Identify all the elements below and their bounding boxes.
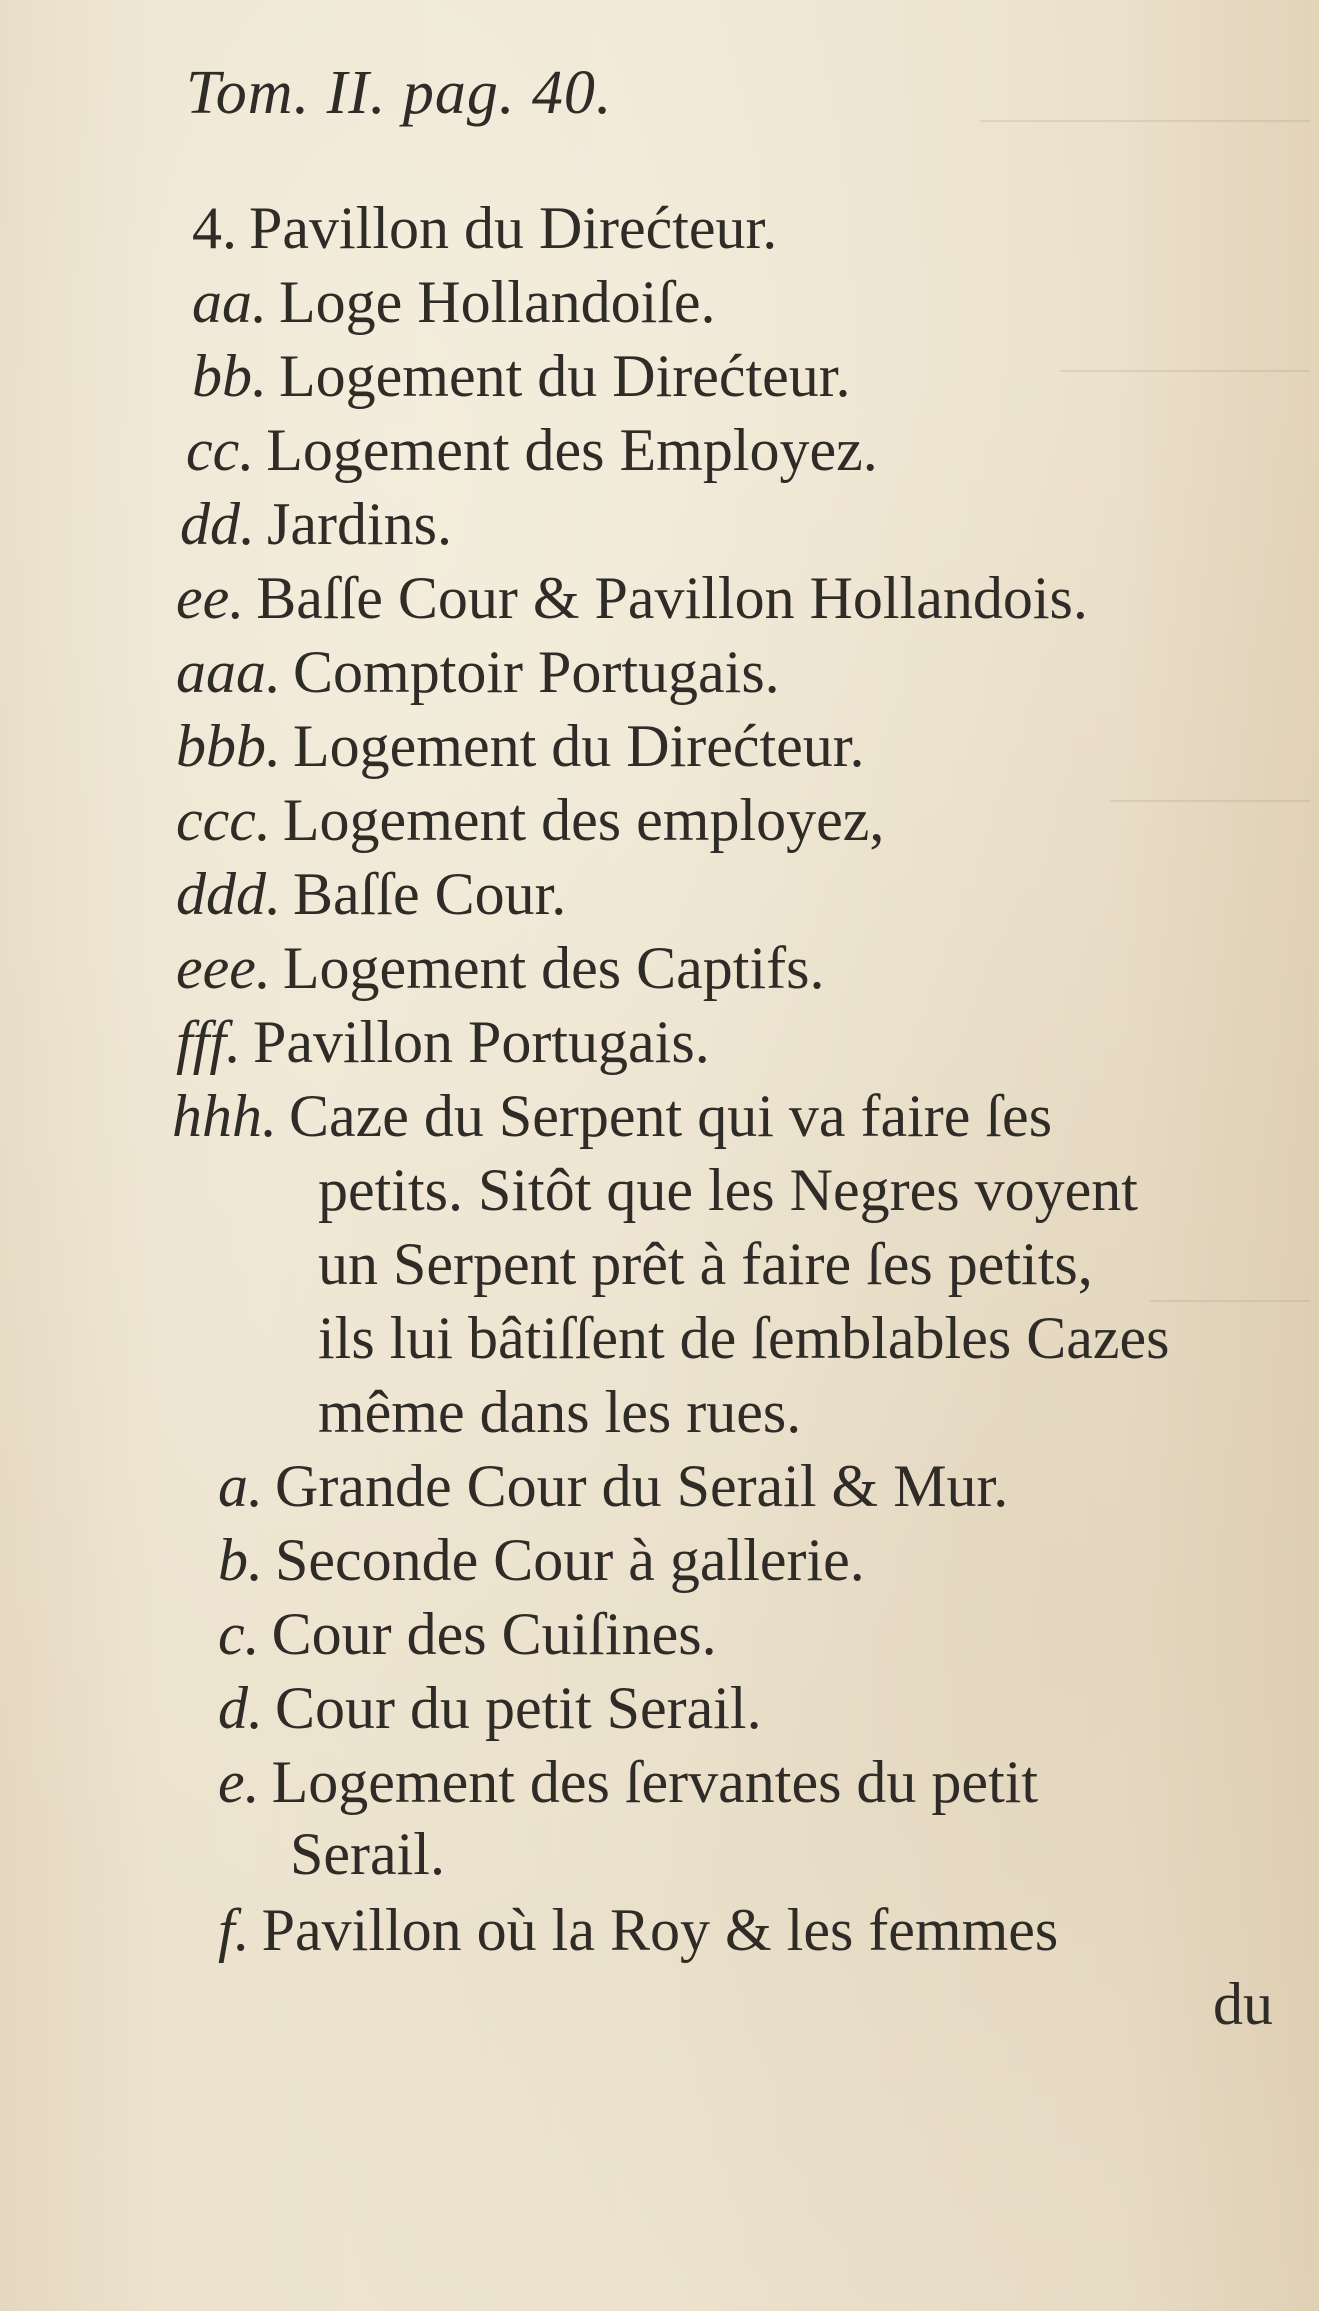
legend-entry (172, 1080, 1052, 1152)
legend-entry (218, 1450, 1008, 1522)
legend-key: fff. (176, 1009, 242, 1075)
legend-text: Grande Cour du Serail & Mur. (275, 1453, 1009, 1519)
legend-key: dd. (180, 491, 255, 557)
legend-entry (176, 1006, 710, 1078)
legend-text: Pavillon du Direćteur. (249, 195, 778, 261)
legend-continuation: petits. Sitôt que les Negres voyent (318, 1157, 1138, 1223)
legend-text: Pavillon où la Roy & les femmes (261, 1897, 1059, 1963)
legend-key: 4. (192, 195, 237, 261)
legend-key: eee. (176, 935, 271, 1001)
legend-entry (176, 858, 566, 930)
legend-text: Logement du Direćteur. (279, 343, 851, 409)
legend-text: Cour des Cuiſines. (271, 1601, 717, 1667)
legend-key: cc. (186, 417, 255, 483)
legend-continuation: ils lui bâtiſſent de ſemblables Cazes (318, 1305, 1170, 1371)
legend-text: Jardins. (267, 491, 452, 557)
legend-continuation: un Serpent prêt à faire ſes petits, (318, 1231, 1093, 1297)
legend-entry (218, 1672, 762, 1744)
legend-continuation: Serail. (290, 1821, 445, 1887)
legend-text: Comptoir Portugais. (293, 639, 780, 705)
legend-text: Logement des employez, (282, 787, 885, 853)
catchword: du (1213, 1971, 1273, 2037)
legend-key: f. (218, 1897, 250, 1963)
legend-key: bb. (192, 343, 267, 409)
legend-key: aaa. (176, 639, 281, 705)
legend-text: Logement du Direćteur. (293, 713, 865, 779)
legend-key: d. (218, 1675, 263, 1741)
legend-key: bbb. (176, 713, 281, 779)
legend-text: Logement des Employez. (266, 417, 878, 483)
legend-text: Logement des Captifs. (282, 935, 825, 1001)
legend-entry (186, 414, 878, 486)
legend-key: a. (218, 1453, 263, 1519)
legend-entry (192, 266, 716, 338)
legend-entry (176, 784, 884, 856)
legend-key: e. (218, 1749, 260, 1815)
legend-entry (176, 636, 780, 708)
legend-text: Seconde Cour à gallerie. (275, 1527, 865, 1593)
legend-key: ccc. (176, 787, 271, 853)
legend-key: aa. (192, 269, 267, 335)
legend-key: ddd. (176, 861, 281, 927)
legend-entry (192, 340, 850, 412)
legend-entry (192, 192, 777, 264)
legend-entry (218, 1894, 1058, 1966)
legend-entry (218, 1524, 865, 1596)
legend-entry (218, 1598, 717, 1670)
legend-entry (176, 562, 1088, 634)
legend-text: Caze du Serpent qui va faire ſes (289, 1083, 1053, 1149)
legend-text: Loge Hollandoiſe. (279, 269, 716, 335)
legend-continuation: même dans les rues. (318, 1379, 802, 1445)
legend-key: hhh. (172, 1083, 277, 1149)
legend-entry (176, 932, 824, 1004)
legend-key: ee. (176, 565, 245, 631)
legend-text: Logement des ſervantes du petit (271, 1749, 1039, 1815)
legend-text: Baſſe Cour & Pavillon Hollandois. (256, 565, 1088, 631)
page-reference: Tom. II. pag. 40. (186, 59, 613, 127)
legend-key: c. (218, 1601, 260, 1667)
legend-key: b. (218, 1527, 263, 1593)
legend-text: Pavillon Portugais. (253, 1009, 710, 1075)
legend-text: Cour du petit Serail. (275, 1675, 762, 1741)
legend-entry (176, 710, 864, 782)
legend-entry (218, 1746, 1038, 1818)
legend-entry (180, 488, 452, 560)
legend-text: Baſſe Cour. (293, 861, 567, 927)
